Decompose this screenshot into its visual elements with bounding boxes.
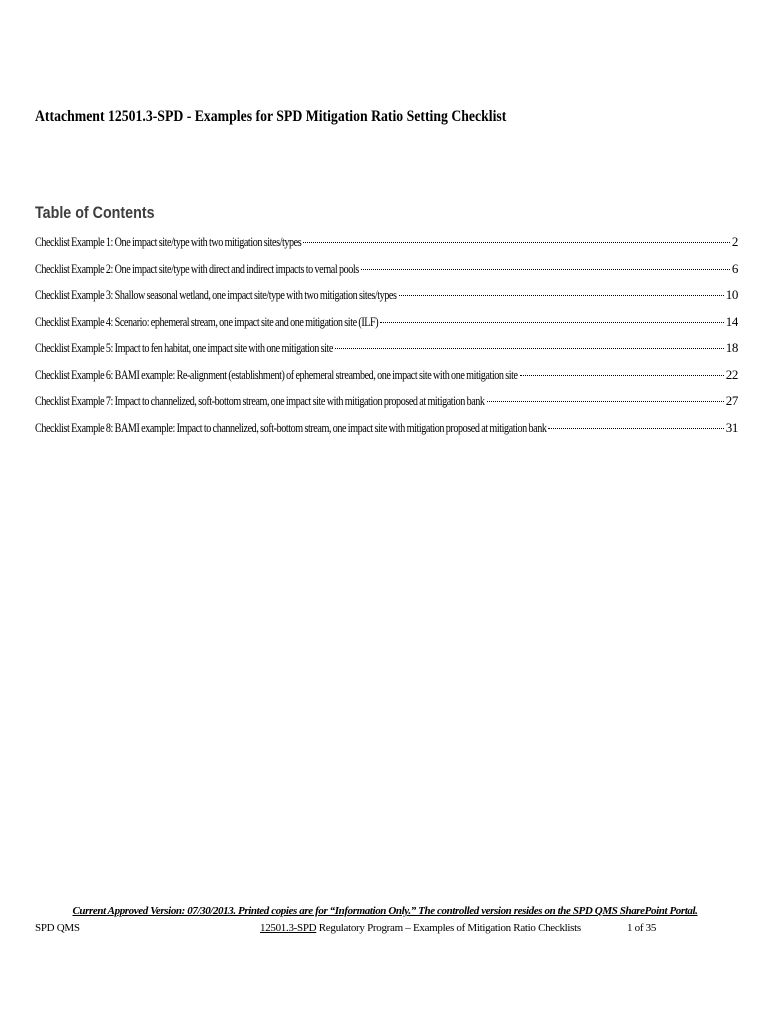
footer-document-info (260, 922, 581, 934)
toc-entry[interactable] (35, 234, 738, 261)
toc-entry-text[interactable]: Checklist Example 6: BAMI example: Re-alignment (establishment) of ephemeral streambed, one impact site with one mitigation site (35, 366, 518, 382)
toc-entry-page[interactable]: 31 (725, 419, 738, 435)
toc-leader-dots (487, 401, 724, 402)
toc-leader-dots (361, 269, 730, 270)
toc-entry-text[interactable]: Checklist Example 5: Impact to fen habitat, one impact site with one mitigation site (35, 340, 333, 355)
toc-entry-text[interactable]: Checklist Example 7: Impact to channelized, soft-bottom stream, one impact site with mitigation proposed at mitigation bank (35, 393, 485, 408)
toc-entry-text[interactable]: Checklist Example 3: Shallow seasonal wetland, one impact site/type with two mitigation sites/types (35, 287, 397, 302)
toc-entry[interactable] (35, 420, 738, 447)
toc-entry[interactable] (35, 287, 738, 314)
footer-page-number: 1 of 35 (627, 922, 657, 934)
footer-document-description: Regulatory Program – Examples of Mitigation Ratio Checklists (316, 922, 581, 934)
toc-entry[interactable] (35, 261, 738, 288)
toc-entry-page[interactable]: 2 (731, 234, 738, 249)
toc-leader-dots (548, 428, 723, 429)
toc-leader-dots (399, 295, 724, 296)
toc-entry-text[interactable]: Checklist Example 1: One impact site/type with two mitigation sites/types (35, 234, 302, 249)
table-of-contents (35, 234, 738, 446)
toc-entry-text[interactable]: Checklist Example 4: Scenario: ephemeral stream, one impact site and one mitigation site (ILF) (35, 313, 379, 329)
toc-leader-dots (380, 322, 724, 323)
footer-notice: Current Approved Version: 07/30/2013. Printed copies are for “Information Only.” The controlled version resides on the SPD QMS SharePoint Portal. (72, 905, 698, 917)
toc-heading: Table of Contents (35, 203, 155, 222)
toc-leader-dots (335, 348, 724, 349)
toc-entry-page[interactable]: 10 (725, 287, 738, 302)
toc-entry[interactable] (35, 314, 738, 341)
toc-entry-page[interactable]: 27 (725, 393, 738, 408)
footer-document-number: 12501.3-SPD (260, 922, 317, 934)
toc-entry-page[interactable]: 6 (731, 260, 738, 276)
toc-leader-dots (520, 375, 724, 376)
footer-left-label: SPD QMS (35, 922, 80, 934)
toc-entry[interactable] (35, 367, 738, 394)
toc-entry-text[interactable]: Checklist Example 2: One impact site/type with direct and indirect impacts to vernal pools (35, 260, 359, 276)
toc-entry-text[interactable]: Checklist Example 8: BAMI example: Impact to channelized, soft-bottom stream, one impact site with mitigation proposed at mitigation bank (35, 419, 547, 435)
document-title: Attachment 12501.3-SPD - Examples for SPD Mitigation Ratio Setting Checklist (35, 108, 507, 125)
toc-entry-page[interactable]: 22 (725, 366, 738, 382)
toc-entry[interactable] (35, 393, 738, 420)
toc-entry-page[interactable]: 18 (725, 340, 738, 355)
toc-entry-page[interactable]: 14 (725, 313, 738, 329)
toc-entry[interactable] (35, 340, 738, 367)
toc-leader-dots (303, 242, 730, 243)
